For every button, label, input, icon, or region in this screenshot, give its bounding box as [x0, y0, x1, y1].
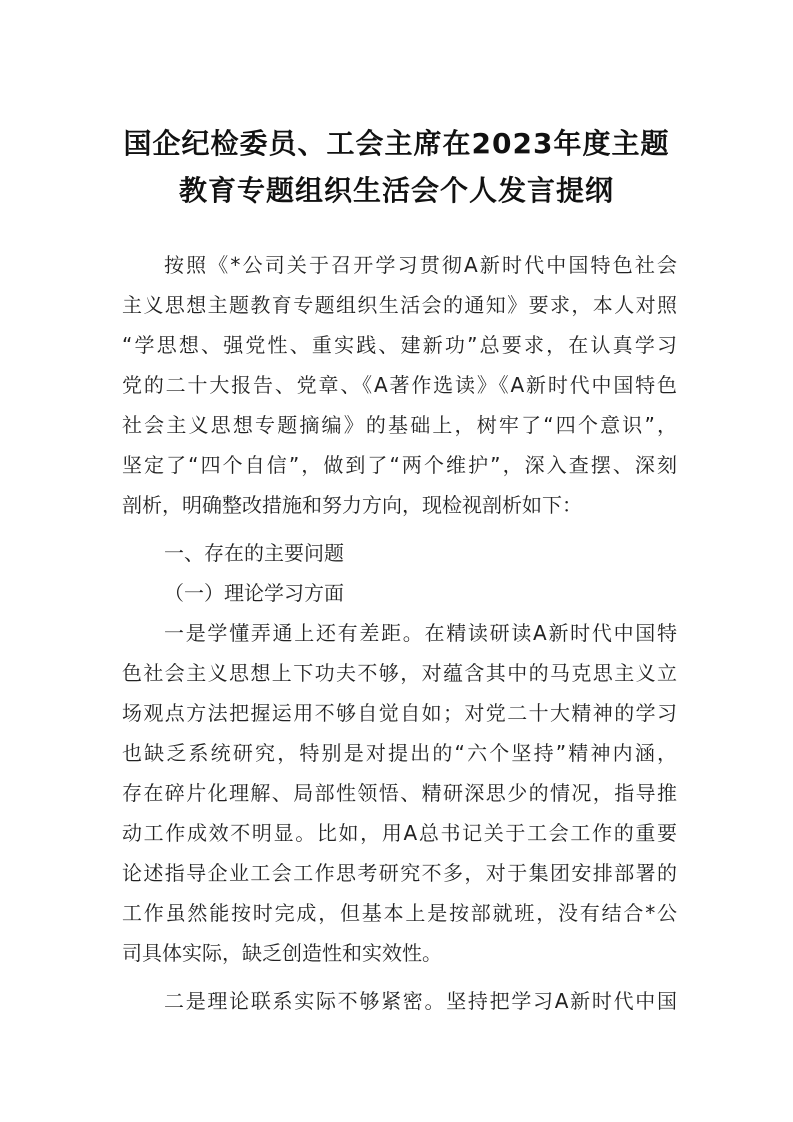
document-body	[122, 245, 677, 1021]
text-line: 二是理论联系实际不够紧密。坚持把学习A新时代中国	[164, 989, 677, 1013]
paragraph-point-1	[122, 613, 677, 973]
text-line: 按照《*公司关于召开学习贯彻A新时代中国特色社会	[164, 253, 677, 277]
subsection-heading	[122, 573, 677, 613]
paragraph-intro	[122, 245, 677, 525]
text-line: 司具体实际，缺乏创造性和实效性。	[122, 941, 442, 965]
text-line: 主义思想主题教育专题组织生活会的通知》要求，本人对照	[122, 293, 677, 317]
text-line: 一、存在的主要问题	[164, 541, 344, 565]
text-line: 论述指导企业工会工作思考研究不多，对于集团安排部署的	[122, 861, 677, 885]
text-line: 存在碎片化理解、局部性领悟、精研深思少的情况，指导推	[122, 781, 677, 805]
paragraph-point-2	[122, 981, 677, 1021]
text-line: 工作虽然能按时完成，但基本上是按部就班，没有结合*公	[122, 901, 677, 925]
text-line: 动工作成效不明显。比如，用A总书记关于工会工作的重要	[122, 821, 677, 845]
text-line: “学思想、强党性、重实践、建新功”总要求，在认真学习	[122, 333, 677, 357]
text-line: 一是学懂弄通上还有差距。在精读研读A新时代中国特	[164, 621, 677, 645]
document-title-line-2: 教育专题组织生活会个人发言提纲	[178, 174, 614, 207]
text-line: 色社会主义思想上下功夫不够，对蕴含其中的马克思主义立	[122, 661, 677, 685]
text-line: 剖析，明确整改措施和努力方向，现检视剖析如下：	[122, 493, 582, 517]
text-line: 社会主义思想专题摘编》的基础上，树牢了“四个意识”，	[122, 413, 677, 437]
section-heading	[122, 533, 677, 573]
text-line: 也缺乏系统研究，特别是对提出的“六个坚持”精神内涵，	[122, 741, 677, 765]
text-line: 场观点方法把握运用不够自觉自如；对党二十大精神的学习	[122, 701, 677, 725]
document-title-line-1: 国企纪检委员、工会主席在2023年度主题	[123, 127, 670, 160]
text-line: （一）理论学习方面	[164, 581, 344, 605]
text-line: 党的二十大报告、党章、《A著作选读》《A新时代中国特色	[122, 373, 677, 397]
text-line: 坚定了“四个自信”，做到了“两个维护”，深入查摆、深刻	[122, 453, 677, 477]
